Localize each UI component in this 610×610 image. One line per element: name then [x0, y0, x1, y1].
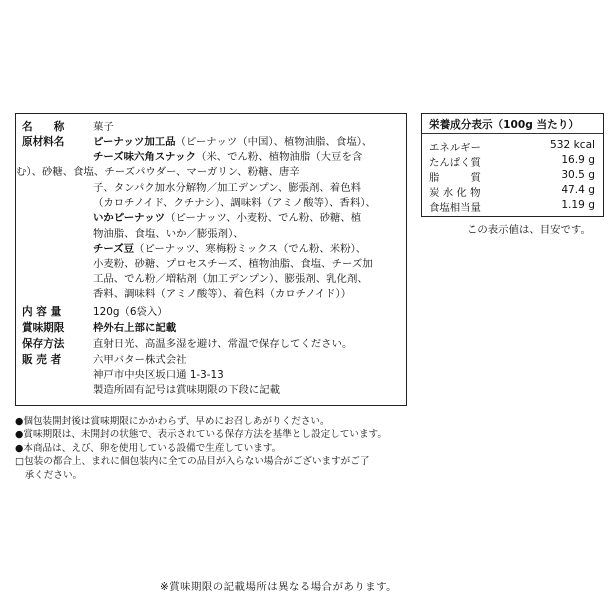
ingredients-line: 香料、調味料（アミノ酸等）、着色料（カロチノイド）） — [93, 288, 352, 301]
caution-notes — [15, 415, 415, 482]
nutrition-row-value: 30.5 g — [561, 169, 595, 181]
seller-lines — [93, 353, 280, 399]
name-row — [22, 120, 93, 135]
ingredients-line: 物油脂、食塩、いか／膨張剤）、 — [93, 227, 244, 240]
expiry-term: 賞味期限 — [22, 322, 65, 334]
name-value: 菓子 — [93, 121, 114, 133]
caution-note: 承ください。 — [15, 469, 83, 481]
nutrition-row-value: 16.9 g — [561, 154, 595, 166]
ingredients-line: チーズ味六角スナック（米、でん粉、植物油脂（大豆を含 — [93, 151, 363, 164]
ingredients-row — [22, 135, 93, 150]
content-row — [22, 305, 93, 320]
content-term: 内 容 量 — [22, 306, 62, 318]
caution-note: ●本商品は、えび、卵を使用している設備で生産しています。 — [15, 442, 282, 454]
ingredients-list-cont — [93, 181, 376, 303]
nutrition-row-name: 炭 水 化 物 — [429, 187, 481, 199]
ingredients-line: （カロチノイド、クチナシ）、調味料（アミノ酸等）、香料）、 — [93, 197, 376, 210]
caution-note: ●個包装開封後は賞味期限にかかわらず、早めにお召しあがりください。 — [15, 416, 330, 427]
caution-note: □包装の都合上、まれに個包装内に全ての品目が入らない場合がございますがご了 — [15, 456, 370, 468]
nutrition-box — [421, 113, 604, 217]
caution-note: ●賞味期限は、未開封の状態で、表示されている保存方法を基準とし設定しています。 — [15, 429, 387, 441]
product-label-box — [15, 113, 407, 406]
seller-term: 販 売 者 — [22, 354, 62, 366]
nutrition-divider — [422, 133, 603, 134]
seller-company: 六甲バター株式会社 — [93, 354, 187, 366]
content-value: 120g（6袋入） — [93, 306, 168, 318]
nutrition-row-name: たんぱく質 — [429, 157, 481, 169]
expiry-location-footnote: ※賞味期限の記載場所は異なる場合があります。 — [160, 581, 398, 593]
nutrition-row-name: 食塩相当量 — [429, 202, 481, 214]
name-term: 名 称 — [22, 121, 65, 133]
ingredients-line: ピーナッツ加工品（ピーナッツ（中国）、植物油脂、食塩）、 — [93, 136, 373, 148]
ingredients-line: 子、タンパク加水分解物／加工デンプン、膨張剤、着色料 — [93, 182, 361, 194]
nutrition-row-name: エネルギー — [429, 142, 481, 154]
ingredients-line: チーズ豆（ピーナッツ、寒梅粉ミックス（でん粉、米粉）、 — [93, 242, 367, 255]
nutrition-row-value: 47.4 g — [561, 184, 595, 196]
storage-term: 保存方法 — [22, 338, 65, 350]
expiry-value: 枠外右上部に記載 — [93, 322, 177, 334]
ingredients-line: 工品、でん粉／増粘剤（加工デンプン）、膨張剤、乳化剤、 — [93, 273, 368, 286]
ingredients-term: 原材料名 — [22, 136, 65, 148]
storage-value: 直射日光、高温多湿を避け、常温で保存してください。 — [93, 338, 353, 350]
expiry-row — [22, 321, 93, 336]
seller-address: 神戸市中央区坂口通 1-3-13 — [93, 369, 224, 382]
nutrition-note: この表示値は、目安です。 — [467, 224, 591, 236]
nutrition-row-value: 1.19 g — [561, 199, 595, 211]
nutrition-row-name: 脂 質 — [429, 172, 481, 184]
ingredients-line: 小麦粉、砂糖、プロセスチーズ、植物油脂、食塩、チーズ加 — [93, 258, 373, 271]
seller-factory-note: 製造所固有記号は賞味期限の下段に記載 — [93, 384, 281, 397]
ingredients-line: む）、砂糖、食塩、チーズパウダー、マーガリン、粉糖、唐辛 — [16, 166, 300, 179]
ingredients-line: いかピーナッツ（ピーナッツ、小麦粉、でん粉、砂糖、植 — [93, 212, 362, 225]
storage-row — [22, 337, 93, 352]
nutrition-row-value: 532 kcal — [550, 139, 595, 151]
seller-row — [22, 353, 93, 368]
nutrition-title: 栄養成分表示（100g 当たり） — [429, 119, 579, 131]
